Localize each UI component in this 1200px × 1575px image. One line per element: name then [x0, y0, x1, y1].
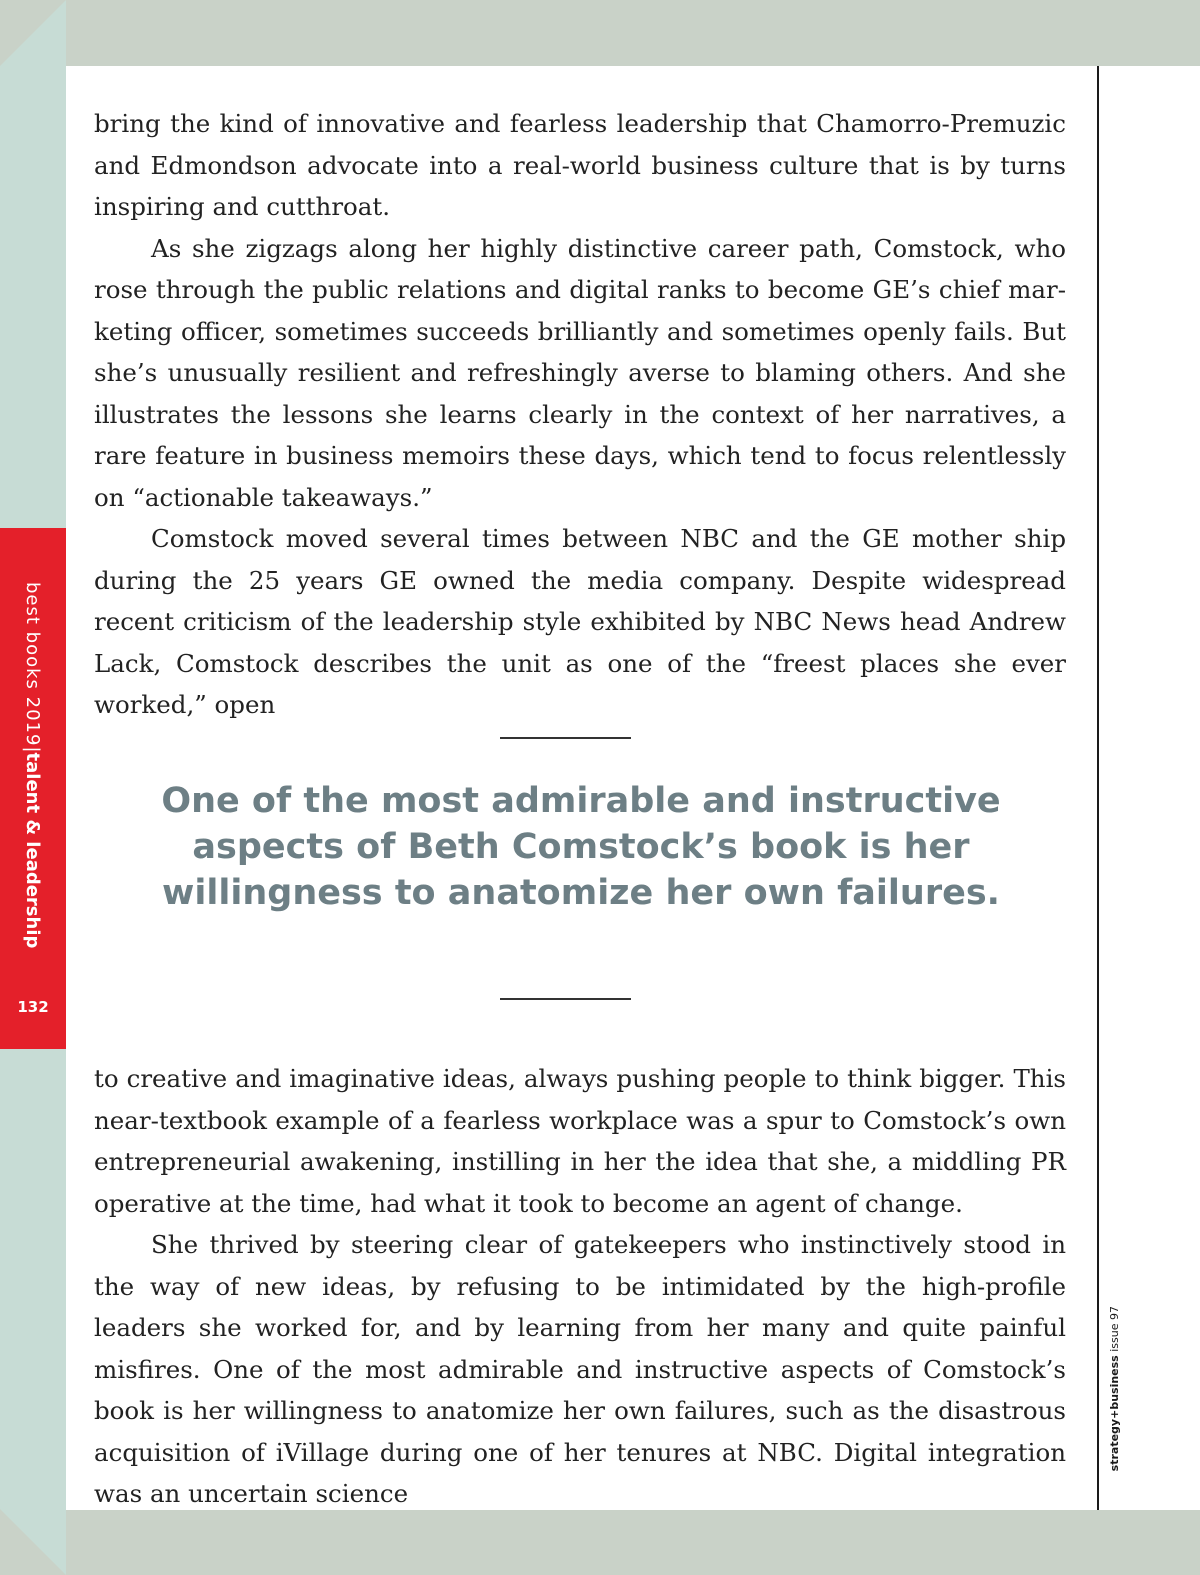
pull-quote: One of the most admirable and instructive aspects of Beth Comstock’s book is her willingness to anatomize her own failures. — [161, 781, 1001, 913]
pull-quote-rule-top — [500, 737, 631, 739]
section-separator: | — [22, 746, 43, 753]
publication-name: strategy+business — [1108, 1355, 1121, 1472]
right-vertical-rule — [1097, 66, 1099, 1510]
paragraph: bring the kind of innovative and fearless leadership that Chamorro-Premuzic and Edmondson advocate into a real-world business culture that is by turns inspiring and cutthroat. — [94, 109, 1066, 221]
article-body-top — [94, 103, 1066, 726]
paragraph: She thrived by steering clear of gatekeepers who instinctively stood in the way of new ideas, by refusing to be intimidated by the high-profile leaders she worked for, and by learning from her many and quite painful misfires. One of the most admirable and instructive aspects of Comstock’s book is her willingness to anatomize her own failures, such as the disastrous acquisition of iVillage during one of her tenures at NBC. Digital integration was an uncertain science — [94, 1230, 1066, 1508]
section-name: best books 2019 — [22, 582, 43, 747]
article-body-bottom — [94, 1058, 1066, 1515]
paragraph: As she zigzags along her highly distinctive career path, Comstock, who rose through the public relations and digital ranks to become GE’s chief marketing officer, sometimes succeeds brilliantly and sometimes openly fails. But she’s unusually resilient and refreshingly averse to blaming others. And she illustrates the lessons she learns clearly in the context of her narratives, a rare feature in business memoirs these days, which tend to focus relentlessly on “actionable takeaways.” — [94, 233, 1066, 512]
section-category: talent & leadership — [22, 752, 43, 949]
pull-quote-rule-bottom — [500, 998, 631, 1000]
paragraph: to creative and imaginative ideas, always pushing people to think bigger. This near-textbook example of a fearless workplace was a spur to Comstock’s own entrepreneurial awakening, instilling in her the idea that she, a middling PR operative at the time, had what it took to become an agent of change. — [94, 1064, 1066, 1218]
corner-decoration-top — [0, 0, 66, 66]
issue-number: issue 97 — [1108, 1306, 1121, 1352]
corner-decoration-bottom — [0, 1509, 66, 1575]
paragraph: Comstock moved several times between NBC and the GE mother ship during the 25 years GE owned the media company. Despite widespread recent criticism of the leadership style exhibited by NBC News head Andrew Lack, Comstock describes the unit as one of the “freest places she ever worked,” open — [94, 524, 1066, 719]
section-label — [17, 582, 47, 948]
publication-footer — [1107, 1306, 1123, 1471]
page-number: 132 — [17, 998, 49, 1016]
